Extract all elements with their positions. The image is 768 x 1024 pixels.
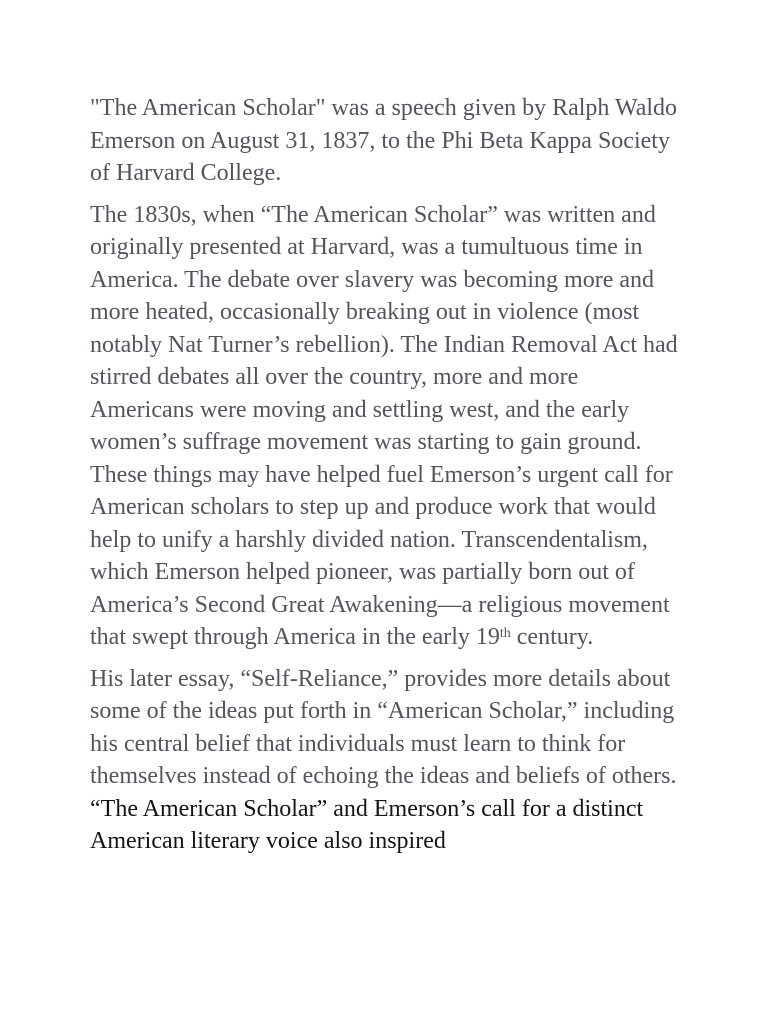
ordinal-superscript: th xyxy=(499,626,511,641)
paragraph-historical-context xyxy=(90,199,682,654)
paragraph-3-emphasis-text: “The American Scholar” and Emerson’s call for a distinct American literary voice also inspired xyxy=(90,795,648,854)
paragraph-intro: "The American Scholar" was a speech given by Ralph Waldo Emerson on August 31, 1837, to the Phi Beta Kappa Society of Harvard College. xyxy=(90,95,684,186)
paragraph-3-gray-text: His later essay, “Self-Reliance,” provides more details about some of the ideas put forth in “American Scholar,” including his central belief that individuals must learn to think for themselves instead of echoing the ideas and beliefs of others. xyxy=(90,665,689,789)
paragraph-self-reliance xyxy=(90,663,689,858)
paragraph-2-ending-text: century. xyxy=(510,624,594,650)
paragraph-2-body-text: The 1830s, when “The American Scholar” was written and originally presented at Harvard, was a tumultuous time in America. The debate over slavery was becoming more and more heated, occasionally breaking out in violence (most notably Nat Turner’s rebellion). The Indian Removal Act had stirred debates all over the country, more and more Americans were moving and settling west, and the early women’s suffrage movement was starting to gain ground. These things may have helped fuel Emerson’s urgent call for American scholars to step up and produce work that would help to unify a harshly divided nation. Transcendentalism, which Emerson helped pioneer, was partially born out of America’s Second Great Awakening—a religious movement that swept through America in the early 19 xyxy=(90,201,684,650)
